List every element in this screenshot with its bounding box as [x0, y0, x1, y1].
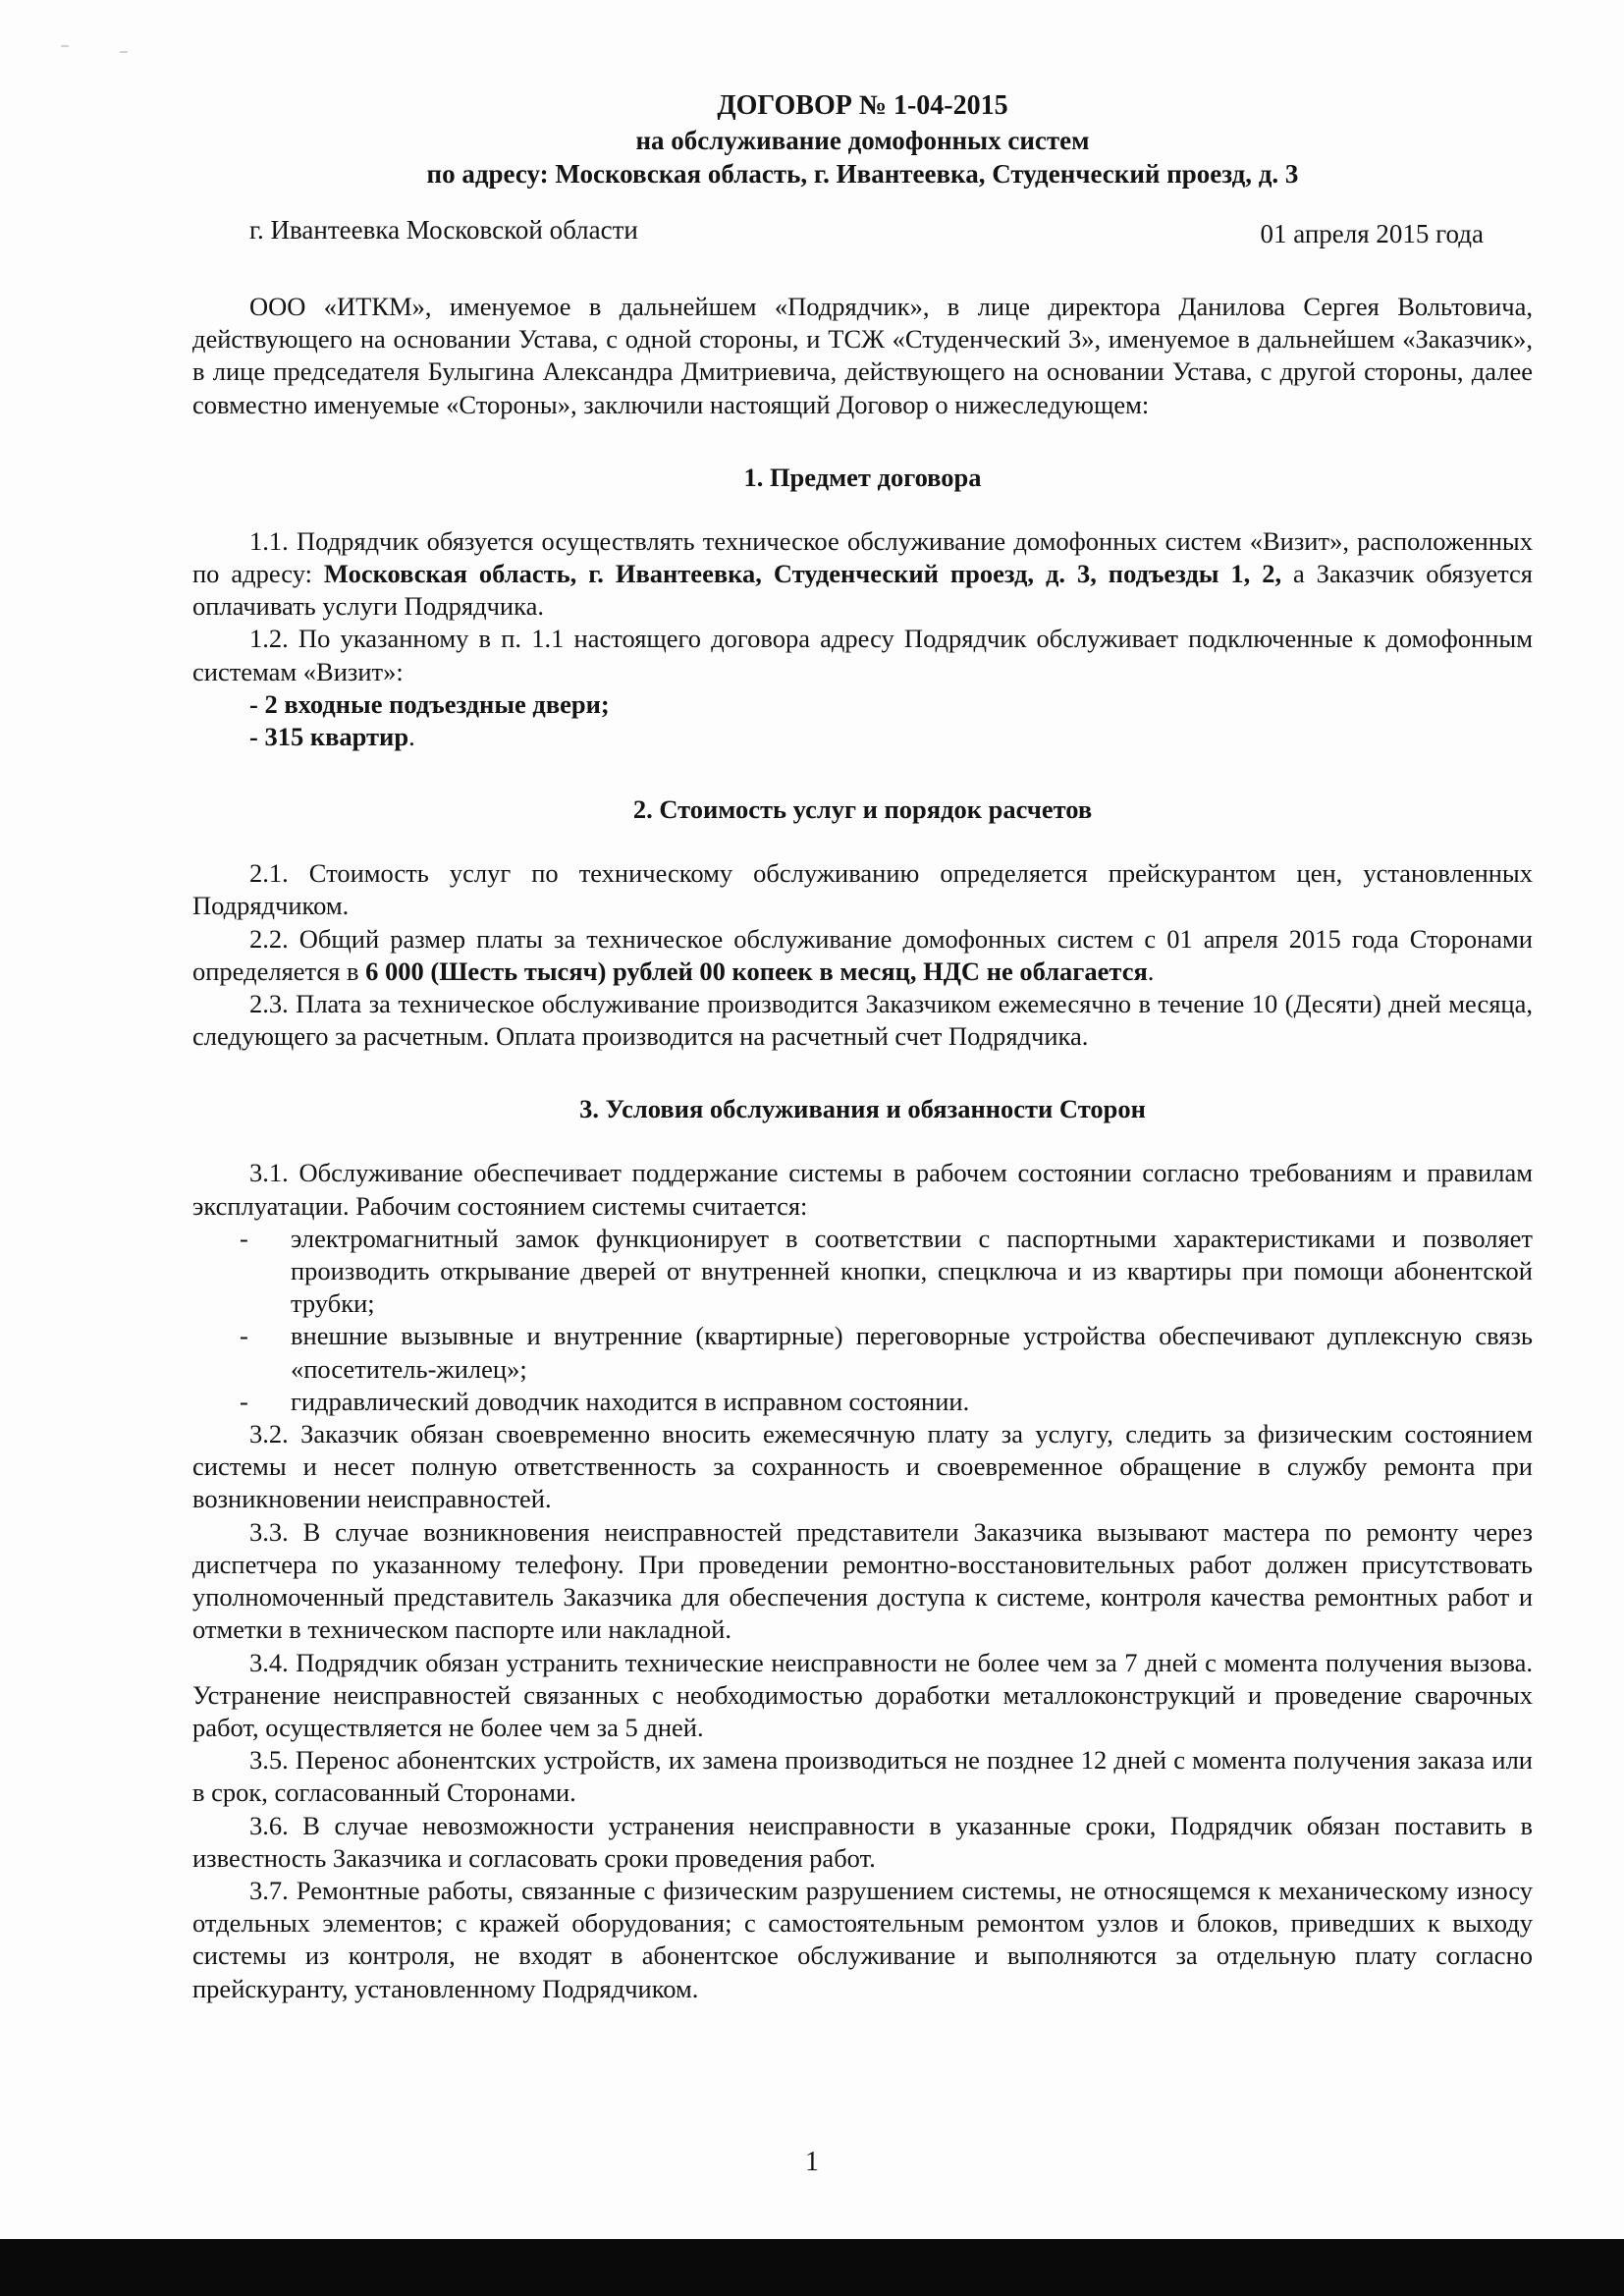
section-1-heading: 1. Предмет договора	[743, 462, 982, 492]
scan-speck	[120, 51, 128, 53]
clause-3-6: 3.6. В случае невозможности устранения неисправности в указанные сроки, Подрядчик обязан поставить в известность Заказчика и согласовать сроки проведения работ.	[192, 1810, 1533, 1873]
clause-2-2-amount: 6 000 (Шесть тысяч) рублей 00 копеек в месяц, НДС не облагается	[365, 956, 1148, 986]
contract-subtitle: на обслуживание домофонных систем	[635, 126, 1090, 155]
clause-3-7: 3.7. Ремонтные работы, связанные с физическим разрушением системы, не относящемся к механическому износу отдельных элементов; с кражей оборудования; с самостоятельным ремонтом узлов и блоков, приведших к выходу системы из контроля, не входят в абонентское обслуживание и выполняются за отдельную плату согласно прейскуранту, установленному Подрядчиком.	[192, 1875, 1533, 2003]
item-apartments-text: - 315 квартир	[249, 722, 409, 752]
document-content	[192, 88, 1533, 2005]
clause-2-2-end: .	[1147, 956, 1155, 986]
scan-bottom-border	[0, 2239, 1624, 2296]
clause-2-2-text: 2.2. Общий размер платы за техническое обслуживание домофонных систем с 01 апреля 2015 года Сторонами определяется в	[192, 923, 1533, 986]
clause-1-2: 1.2. По указанному в п. 1.1 настоящего договора адресу Подрядчик обслуживает подключенные к домофонным системам «Визит»:	[192, 624, 1533, 686]
clause-2-1: 2.1. Стоимость услуг по техническому обслуживанию определяется прейскурантом цен, установленных Подрядчиком.	[192, 858, 1533, 921]
item-apartments-period: .	[408, 722, 415, 752]
contract-address: по адресу: Московская область, г. Ивантеевка, Студенческий проезд, д. 3	[426, 159, 1299, 189]
clause-3-4: 3.4. Подрядчик обязан устранить технические неисправности не более чем за 7 дней с момента получения вызова. Устранение неисправностей связанных с необходимостью доработки металлоконструкций и проведение сварочных работ, осуществляется не более чем за 5 дней.	[192, 1647, 1533, 1742]
clause-3-2: 3.2. Заказчик обязан своевременно вносить ежемесячную плату за услугу, следить за физическим состоянием системы и несет полную ответственность за сохранность и своевременное обращение в службу ремонта при возникновении неисправностей.	[192, 1419, 1533, 1514]
title-block	[192, 88, 1533, 191]
list-item-text: гидравлический доводчик находится в исправном состоянии.	[291, 1386, 970, 1416]
list-item	[192, 1386, 1533, 1418]
working-state-list	[192, 1223, 1533, 1418]
clause-3-5: 3.5. Перенос абонентских устройств, их замена производиться не позднее 12 дней с момента получения заказа или в срок, согласованный Сторонами.	[192, 1745, 1533, 1808]
item-doors: - 2 входные подъездные двери;	[249, 688, 610, 719]
contract-city: г. Ивантеевка Московской области	[249, 215, 638, 245]
clause-1-1	[192, 525, 1533, 624]
list-item	[192, 1223, 1533, 1321]
contract-date: 01 апреля 2015 года	[1260, 219, 1484, 248]
item-apartments	[249, 721, 1533, 753]
contract-title: ДОГОВОР № 1-04-2015	[717, 90, 1008, 121]
list-dash: -	[240, 1386, 248, 1416]
clause-2-3: 2.3. Плата за техническое обслуживание производится Заказчиком ежемесячно в течение 10 (Десяти) дней месяца, следующего за расчетным. Оплата производится на расчетный счет Подрядчика.	[192, 989, 1533, 1052]
list-item-text: внешние вызывные и внутренние (квартирные) переговорные устройства обеспечивают дуплексную связь «посетитель-жилец»;	[291, 1321, 1533, 1384]
clause-1-1-address: Московская область, г. Ивантеевка, Студенческий проезд, д. 3, подъезды 1, 2,	[323, 559, 1282, 589]
place-date-line	[192, 214, 1533, 253]
page-number: 1	[805, 2147, 819, 2177]
list-item-text: электромагнитный замок функционирует в соответствии с паспортными характеристиками и позволяет производить открывание дверей от внутренней кнопки, спецключа и из квартиры при помощи абонентской трубки;	[291, 1223, 1533, 1319]
intro-paragraph: ООО «ИТКМ», именуемое в дальнейшем «Подрядчик», в лице директора Данилова Сергея Вольтовича, действующего на основании Устава, с одной стороны, и ТСЖ «Студенческий 3», именуемое в дальнейшем «Заказчик», в лице председателя Булыгина Александра Дмитриевича, действующего на основании Устава, с другой стороны, далее совместно именуемые «Стороны», заключили настоящий Договор о нижеследующем:	[192, 292, 1533, 419]
clause-3-1: 3.1. Обслуживание обеспечивает поддержание системы в рабочем состоянии согласно требованиям и правилам эксплуатации. Рабочим состоянием системы считается:	[192, 1158, 1533, 1221]
list-item	[192, 1320, 1533, 1385]
scan-speck	[61, 45, 69, 47]
clause-1-1-text-end: а Заказчик обязуется оплачивать услуги Подрядчика.	[192, 559, 1533, 622]
list-dash: -	[240, 1223, 248, 1253]
clause-1-1-text: 1.1. Подрядчик обязуется осуществлять техническое обслуживание домофонных систем «Визит», расположенных по адресу:	[192, 525, 1533, 589]
section-2-heading: 2. Стоимость услуг и порядок расчетов	[632, 794, 1093, 825]
clause-3-3: 3.3. В случае возникновения неисправностей представители Заказчика вызывают мастера по ремонту через диспетчера по указанному телефону. При проведении ремонтно-восстановительных работ должен присутствовать уполномоченный представитель Заказчика для обеспечения доступа к системе, контроля качества ремонтных работ и отметки в техническом паспорте или накладной.	[192, 1516, 1533, 1645]
section-3-heading: 3. Условия обслуживания и обязанности Сторон	[579, 1094, 1146, 1124]
list-dash: -	[240, 1321, 248, 1351]
clause-2-2	[192, 923, 1533, 988]
